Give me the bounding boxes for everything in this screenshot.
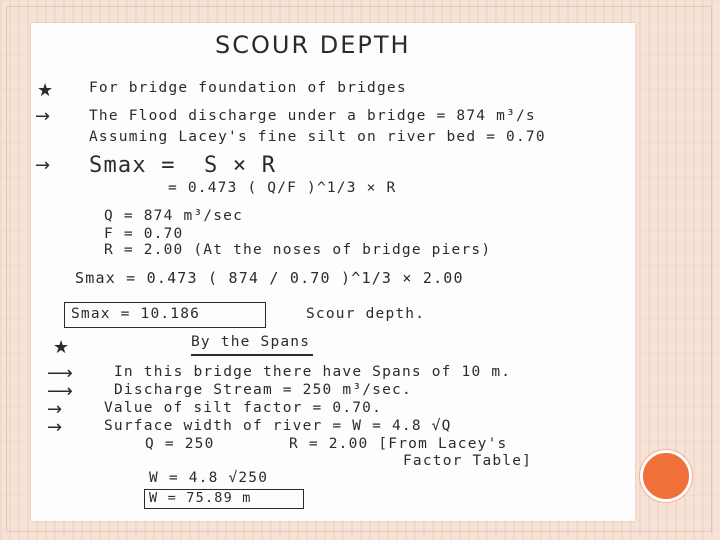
note-line-9: Smax = 0.473 ( 874 / 0.70 )^1/3 × 2.00 [75, 269, 464, 287]
note-line-4b: S × R [204, 153, 277, 178]
note-line-1: For bridge foundation of bridges [89, 80, 407, 96]
note-line-12: In this bridge there have Spans of 10 m. [114, 364, 512, 380]
star-bullet-icon: ★ [37, 80, 54, 101]
note-line-4a: Smax = [89, 153, 176, 178]
note-line-8: R = 2.00 (At the noses of bridge piers) [104, 242, 492, 258]
note-line-16b: R = 2.00 [From Lacey's [289, 436, 508, 452]
note-line-7: F = 0.70 [104, 226, 184, 242]
arrow-bullet-icon: → [47, 417, 63, 438]
note-line-3: Assuming Lacey's fine silt on river bed = 0.70 [89, 129, 546, 145]
decorative-circle [640, 450, 692, 502]
underline [191, 354, 313, 356]
note-line-17: Factor Table] [403, 453, 533, 469]
arrow-bullet-icon: ⟶ [47, 381, 73, 402]
arrow-bullet-icon: → [47, 399, 63, 420]
handwritten-sheet [31, 23, 635, 521]
arrow-bullet-icon: → [35, 155, 51, 176]
note-line-11: By the Spans [191, 334, 311, 350]
note-line-18: W = 4.8 √250 [149, 470, 269, 486]
note-line-10b: Scour depth. [306, 306, 426, 322]
note-line-13: Discharge Stream = 250 m³/sec. [114, 382, 412, 398]
arrow-bullet-icon: → [35, 106, 51, 127]
page-title: SCOUR DEPTH [215, 31, 411, 59]
note-line-19: W = 75.89 m [149, 490, 252, 506]
note-line-16a: Q = 250 [145, 436, 215, 452]
star-bullet-icon: ★ [53, 337, 70, 358]
note-line-5: = 0.473 ( Q/F )^1/3 × R [168, 180, 397, 196]
note-line-14: Value of silt factor = 0.70. [104, 400, 383, 416]
note-line-2: The Flood discharge under a bridge = 874 m³/s [89, 108, 536, 124]
arrow-bullet-icon: ⟶ [47, 363, 73, 384]
note-line-6: Q = 874 m³/sec [104, 208, 244, 224]
note-line-15: Surface width of river = W = 4.8 √Q [104, 418, 452, 434]
note-line-10a: Smax = 10.186 [71, 306, 201, 322]
